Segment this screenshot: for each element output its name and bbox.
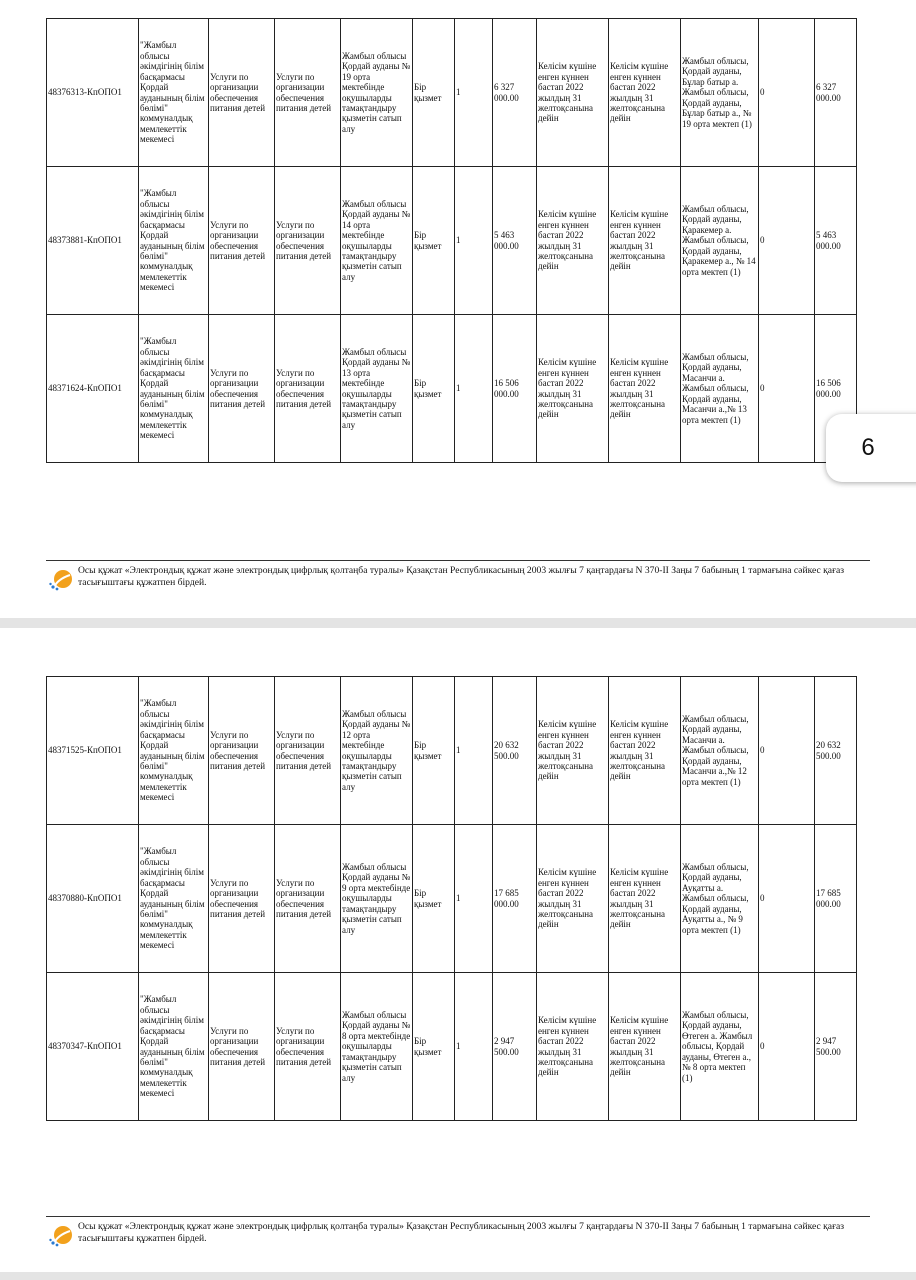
customer-cell: "Жамбыл облысы әкімдігінің білім басқармасы Қордай ауданының білім бөлімі" коммуналдық мемлекеттік мекемесі [139,825,209,973]
egov-logo-icon [48,567,76,591]
amount-cell: 2 947 500.00 [493,973,537,1121]
unit-cell: Бір қызмет [413,677,455,825]
delivery-place-cell: Жамбыл облысы, Қордай ауданы, Өтеген а. Жамбыл облысы, Қордай ауданы, Өтеген а., № 8 орта мектеп (1) [681,973,759,1121]
delivery-place-cell: Жамбыл облысы, Қордай ауданы, Масанчи а. Жамбыл облысы, Қордай ауданы, Масанчи а.,№ 12 орта мектеп (1) [681,677,759,825]
amount-cell: 6 327 000.00 [493,19,537,167]
service-name-ru-cell: Услуги по организации обеспечения питания детей [209,677,275,825]
table-row [47,19,857,167]
service-name-ru-cell: Услуги по организации обеспечения питания детей [209,825,275,973]
delivery-term-cell: Келісім күшіне енген күннен бастап 2022 жылдың 31 желтоқсанына дейін [609,19,681,167]
document-footer [46,560,870,588]
delivery-term-cell: Келісім күшіне енген күннен бастап 2022 жылдың 31 желтоқсанына дейін [609,973,681,1121]
term-cell: Келісім күшіне енген күннен бастап 2022 жылдың 31 желтоқсанына дейін [537,677,609,825]
footer-text: Осы құжат «Электрондық құжат және электрондық цифрлық қолтаңба туралы» Қазақстан Республикасының 2003 жылғы 7 қаңтардағы N 370-II Заңы 7 бабының 1 тармағына сәйкес қағаз тасығыштағы құжатпен бірдей. [78,1221,845,1244]
description-cell: Жамбыл облысы Қордай ауданы № 9 орта мектебінде оқушыларды тамақтандыру қызметін сатып алу [341,825,413,973]
term-cell: Келісім күшіне енген күннен бастап 2022 жылдың 31 желтоқсанына дейін [537,973,609,1121]
quantity-cell: 1 [455,315,493,463]
document-page-2 [0,628,916,1270]
description-cell: Жамбыл облысы Қордай ауданы № 19 орта мектебінде оқушыларды тамақтандыру қызметін сатып алу [341,19,413,167]
delivery-term-cell: Келісім күшіне енген күннен бастап 2022 жылдың 31 желтоқсанына дейін [609,677,681,825]
document-footer [46,1216,870,1244]
advance-cell: 0 [759,19,815,167]
table-row [47,315,857,463]
amount-cell: 5 463 000.00 [493,167,537,315]
description-cell: Жамбыл облысы Қордай ауданы № 14 орта мектебінде оқушыларды тамақтандыру қызметін сатып алу [341,167,413,315]
unit-cell: Бір қызмет [413,167,455,315]
total-cell: 5 463 000.00 [815,167,857,315]
service-name-ru-cell: Услуги по организации обеспечения питания детей [209,315,275,463]
term-cell: Келісім күшіне енген күннен бастап 2022 жылдың 31 желтоқсанына дейін [537,825,609,973]
total-cell: 6 327 000.00 [815,19,857,167]
total-cell: 20 632 500.00 [815,677,857,825]
delivery-place-cell: Жамбыл облысы, Қордай ауданы, Қаракемер а. Жамбыл облысы, Қордай ауданы, Қаракемер а., № 14 орта мектеп (1) [681,167,759,315]
delivery-term-cell: Келісім күшіне енген күннен бастап 2022 жылдың 31 желтоқсанына дейін [609,315,681,463]
footer-text: Осы құжат «Электрондық құжат және электрондық цифрлық қолтаңба туралы» Қазақстан Республикасының 2003 жылғы 7 қаңтардағы N 370-II Заңы 7 бабының 1 тармағына сәйкес қағаз тасығыштағы құжатпен бірдей. [78,565,845,588]
delivery-place-cell: Жамбыл облысы, Қордай ауданы, Ауқатты а. Жамбыл облысы, Қордай ауданы, Ауқатты а., № 9 орта мектеп (1) [681,825,759,973]
unit-cell: Бір қызмет [413,315,455,463]
customer-cell: "Жамбыл облысы әкімдігінің білім басқармасы Қордай ауданының білім бөлімі" коммуналдық мемлекеттік мекемесі [139,677,209,825]
lot-code: 48373881-КпОПО1 [47,167,139,315]
service-name-ru-cell: Услуги по организации обеспечения питания детей [209,19,275,167]
lot-code: 48370347-КпОПО1 [47,973,139,1121]
quantity-cell: 1 [455,825,493,973]
service-short-ru-cell: Услуги по организации обеспечения питания детей [275,19,341,167]
amount-cell: 16 506 000.00 [493,315,537,463]
lot-code: 48370880-КпОПО1 [47,825,139,973]
quantity-cell: 1 [455,973,493,1121]
description-cell: Жамбыл облысы Қордай ауданы № 12 орта мектебінде оқушыларды тамақтандыру қызметін сатып алу [341,677,413,825]
delivery-place-cell: Жамбыл облысы, Қордай ауданы, Бұлар батыр а. Жамбыл облысы, Қордай ауданы, Бұлар батыр а., № 19 орта мектеп (1) [681,19,759,167]
customer-cell: "Жамбыл облысы әкімдігінің білім басқармасы Қордай ауданының білім бөлімі" коммуналдық мемлекеттік мекемесі [139,19,209,167]
advance-cell: 0 [759,973,815,1121]
advance-cell: 0 [759,167,815,315]
delivery-term-cell: Келісім күшіне енген күннен бастап 2022 жылдың 31 желтоқсанына дейін [609,167,681,315]
page-number-badge[interactable]: 6 [826,414,916,482]
table-row [47,167,857,315]
document-page-1 [0,0,916,618]
amount-cell: 20 632 500.00 [493,677,537,825]
quantity-cell: 1 [455,677,493,825]
delivery-term-cell: Келісім күшіне енген күннен бастап 2022 жылдың 31 желтоқсанына дейін [609,825,681,973]
lot-code: 48371624-КпОПО1 [47,315,139,463]
service-short-ru-cell: Услуги по организации обеспечения питания детей [275,315,341,463]
table-row [47,825,857,973]
quantity-cell: 1 [455,167,493,315]
lot-code: 48371525-КпОПО1 [47,677,139,825]
egov-logo-icon [48,1223,76,1247]
page-separator [0,1272,916,1280]
service-short-ru-cell: Услуги по организации обеспечения питания детей [275,825,341,973]
service-name-ru-cell: Услуги по организации обеспечения питания детей [209,167,275,315]
term-cell: Келісім күшіне енген күннен бастап 2022 жылдың 31 желтоқсанына дейін [537,167,609,315]
customer-cell: "Жамбыл облысы әкімдігінің білім басқармасы Қордай ауданының білім бөлімі" коммуналдық мемлекеттік мекемесі [139,973,209,1121]
unit-cell: Бір қызмет [413,825,455,973]
procurement-table [46,676,857,1121]
advance-cell: 0 [759,677,815,825]
advance-cell: 0 [759,825,815,973]
customer-cell: "Жамбыл облысы әкімдігінің білім басқармасы Қордай ауданының білім бөлімі" коммуналдық мемлекеттік мекемесі [139,167,209,315]
description-cell: Жамбыл облысы Қордай ауданы № 8 орта мектебінде оқушыларды тамақтандыру қызметін сатып алу [341,973,413,1121]
service-short-ru-cell: Услуги по организации обеспечения питания детей [275,677,341,825]
description-cell: Жамбыл облысы Қордай ауданы № 13 орта мектебінде оқушыларды тамақтандыру қызметін сатып алу [341,315,413,463]
page-separator [0,618,916,628]
delivery-place-cell: Жамбыл облысы, Қордай ауданы, Масанчи а. Жамбыл облысы, Қордай ауданы, Масанчи а.,№ 13 орта мектеп (1) [681,315,759,463]
quantity-cell: 1 [455,19,493,167]
service-short-ru-cell: Услуги по организации обеспечения питания детей [275,167,341,315]
table-row [47,973,857,1121]
advance-cell: 0 [759,315,815,463]
total-cell: 17 685 000.00 [815,825,857,973]
lot-code: 48376313-КпОПО1 [47,19,139,167]
service-name-ru-cell: Услуги по организации обеспечения питания детей [209,973,275,1121]
total-cell: 2 947 500.00 [815,973,857,1121]
procurement-table [46,18,857,463]
service-short-ru-cell: Услуги по организации обеспечения питания детей [275,973,341,1121]
term-cell: Келісім күшіне енген күннен бастап 2022 жылдың 31 желтоқсанына дейін [537,19,609,167]
customer-cell: "Жамбыл облысы әкімдігінің білім басқармасы Қордай ауданының білім бөлімі" коммуналдық мемлекеттік мекемесі [139,315,209,463]
unit-cell: Бір қызмет [413,19,455,167]
amount-cell: 17 685 000.00 [493,825,537,973]
total-cell: 16 506 000.00 [815,315,857,463]
table-row [47,677,857,825]
unit-cell: Бір қызмет [413,973,455,1121]
term-cell: Келісім күшіне енген күннен бастап 2022 жылдың 31 желтоқсанына дейін [537,315,609,463]
